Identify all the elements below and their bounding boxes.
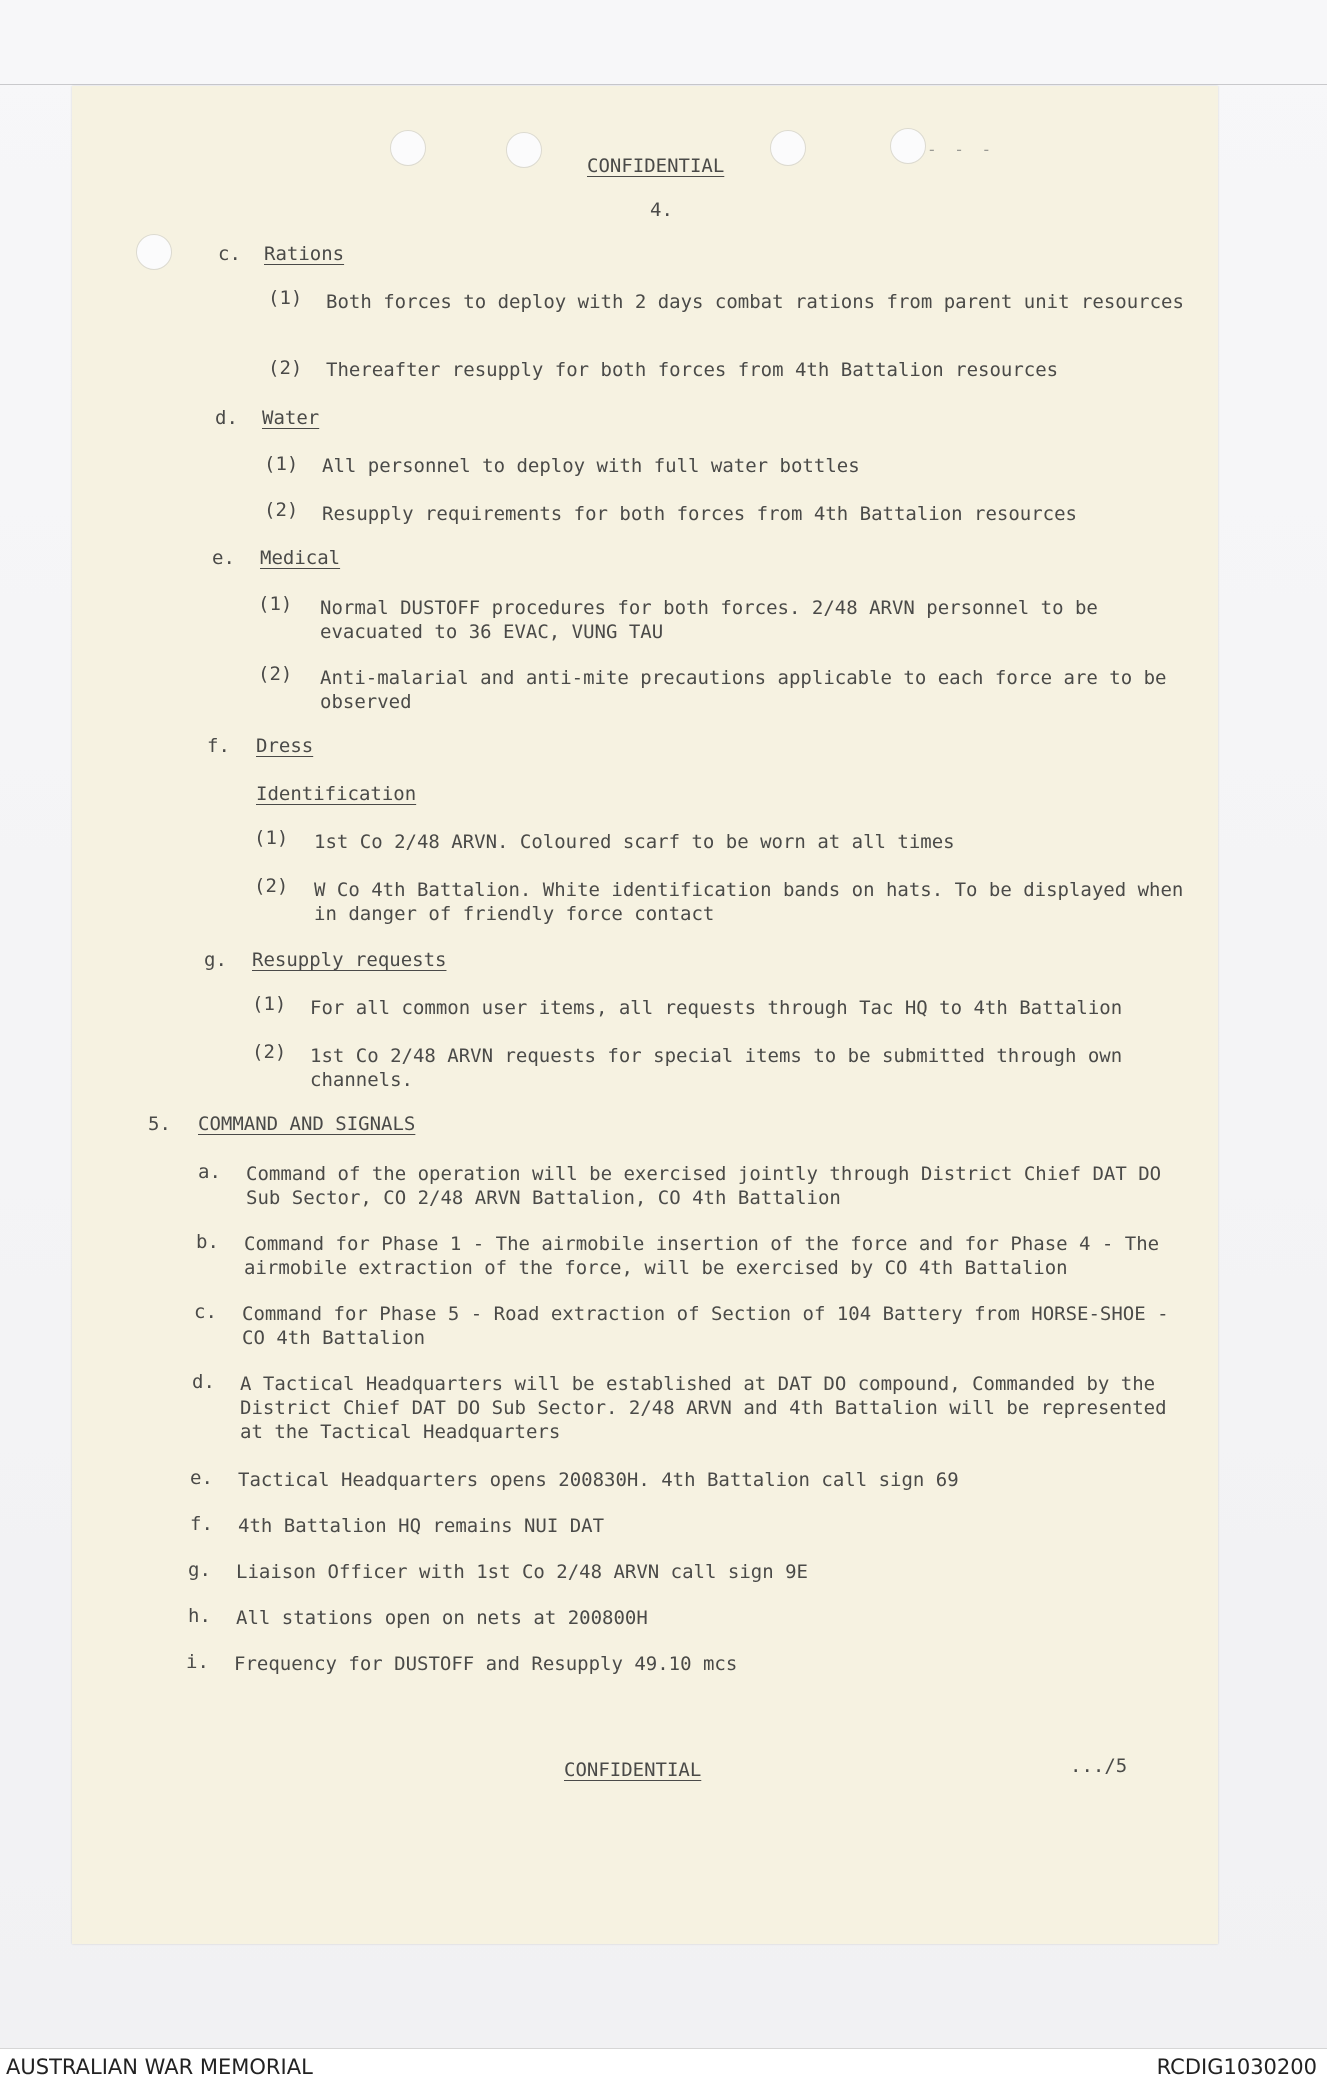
section-5-item-h-text: All stations open on nets at 200800H (236, 1607, 648, 1629)
section-d-item-1-text: All personnel to deploy with full water bottles (322, 455, 860, 477)
section-g-item-1-text: For all common user items, all requests through Tac HQ to 4th Battalion (310, 997, 1123, 1019)
margin-marks: - - - (927, 140, 996, 159)
section-f-item-2-num: (2) (254, 875, 289, 897)
section-5-item-c-letter: c. (194, 1301, 217, 1323)
section-d-item-2-num: (2) (264, 499, 299, 521)
page-number: 4. (650, 199, 673, 221)
punch-hole-1 (390, 130, 426, 166)
section-g-heading: Resupply requests (252, 949, 447, 971)
punch-hole-2 (506, 132, 542, 168)
section-c-letter: c. (218, 243, 241, 265)
section-5-item-b-letter: b. (196, 1231, 219, 1253)
section-f-item-1-text: 1st Co 2/48 ARVN. Coloured scarf to be worn at all times (314, 831, 955, 853)
section-c-item-1-num: (1) (268, 287, 303, 309)
section-e-item-2-num: (2) (258, 663, 293, 685)
section-5-item-f-text: 4th Battalion HQ remains NUI DAT (238, 1515, 605, 1537)
section-e-letter: e. (212, 547, 235, 569)
section-5-item-i-letter: i. (186, 1651, 209, 1673)
section-5-item-g-text: Liaison Officer with 1st Co 2/48 ARVN call sign 9E (236, 1561, 808, 1583)
section-f-subheading: Identification (256, 783, 417, 805)
section-5-heading: COMMAND AND SIGNALS (198, 1113, 416, 1135)
section-5-item-c-text: Command for Phase 5 - Road extraction of Section of 104 Battery from HORSE-SHOE - CO 4th Battalion (242, 1303, 1169, 1349)
section-f-heading: Dress (256, 735, 314, 757)
section-c-item-1-text: Both forces to deploy with 2 days combat rations from parent unit resources (326, 291, 1184, 313)
section-e-item-2-text: Anti-malarial and anti-mite precautions applicable to each force are to be observed (320, 667, 1167, 713)
section-5-item-e-letter: e. (190, 1467, 213, 1489)
punch-hole-4 (890, 128, 926, 164)
document-page (72, 86, 1218, 1944)
section-e-item-1-num: (1) (258, 593, 293, 615)
header-classification: CONFIDENTIAL (587, 155, 725, 177)
footer-classification: CONFIDENTIAL (564, 1759, 702, 1781)
section-d-heading: Water (262, 407, 320, 429)
archive-item-id: RCDIG1030200 (1156, 2055, 1317, 2079)
section-e-heading: Medical (260, 547, 341, 569)
section-5-item-h-letter: h. (188, 1605, 211, 1627)
section-5-item-d-text: A Tactical Headquarters will be established at DAT DO compound, Commanded by the District Chief DAT DO Sub Sector. 2/48 ARVN and 4th Battalion will be represented at the Tactical Headquarters (240, 1373, 1167, 1443)
section-f-item-1-num: (1) (254, 827, 289, 849)
section-5-item-f-letter: f. (190, 1513, 213, 1535)
section-g-letter: g. (204, 949, 227, 971)
archive-source-label: AUSTRALIAN WAR MEMORIAL (6, 2055, 313, 2079)
section-g-item-2-text: 1st Co 2/48 ARVN requests for special items to be submitted through own channels. (310, 1045, 1123, 1091)
section-5-item-b-text: Command for Phase 1 - The airmobile insertion of the force and for Phase 4 - The airmobile extraction of the force, will be exercised by CO 4th Battalion (244, 1233, 1160, 1279)
section-c-item-2-text: Thereafter resupply for both forces from 4th Battalion resources (326, 359, 1059, 381)
section-5-item-e-text: Tactical Headquarters opens 200830H. 4th Battalion call sign 69 (238, 1469, 959, 1491)
section-5-number: 5. (148, 1113, 171, 1135)
section-f-item-2-text: W Co 4th Battalion. White identification bands on hats. To be displayed when in danger of friendly force contact (314, 879, 1184, 925)
section-f-letter: f. (207, 735, 230, 757)
mount-edge (0, 84, 1327, 85)
section-5-item-d-letter: d. (192, 1371, 215, 1393)
section-d-item-2-text: Resupply requirements for both forces from 4th Battalion resources (322, 503, 1077, 525)
section-g-item-2-num: (2) (252, 1041, 287, 1063)
section-d-item-1-num: (1) (264, 453, 299, 475)
section-g-item-1-num: (1) (252, 993, 287, 1015)
section-5-item-a-letter: a. (198, 1161, 221, 1183)
section-5-item-a-text: Command of the operation will be exercised jointly through District Chief DAT DO Sub Sector, CO 2/48 ARVN Battalion, CO 4th Battalion (246, 1163, 1162, 1209)
punch-hole-3 (770, 130, 806, 166)
section-5-item-g-letter: g. (188, 1559, 211, 1581)
section-5-item-i-text: Frequency for DUSTOFF and Resupply 49.10 mcs (234, 1653, 738, 1675)
continuation-marker: .../5 (1070, 1755, 1128, 1777)
punch-hole-5 (136, 234, 172, 270)
section-e-item-1-text: Normal DUSTOFF procedures for both forces. 2/48 ARVN personnel to be evacuated to 36 EVAC, VUNG TAU (320, 597, 1098, 643)
archive-caption-bar (0, 2048, 1327, 2083)
section-d-letter: d. (215, 407, 238, 429)
section-c-item-2-num: (2) (268, 357, 303, 379)
section-c-heading: Rations (264, 243, 345, 265)
